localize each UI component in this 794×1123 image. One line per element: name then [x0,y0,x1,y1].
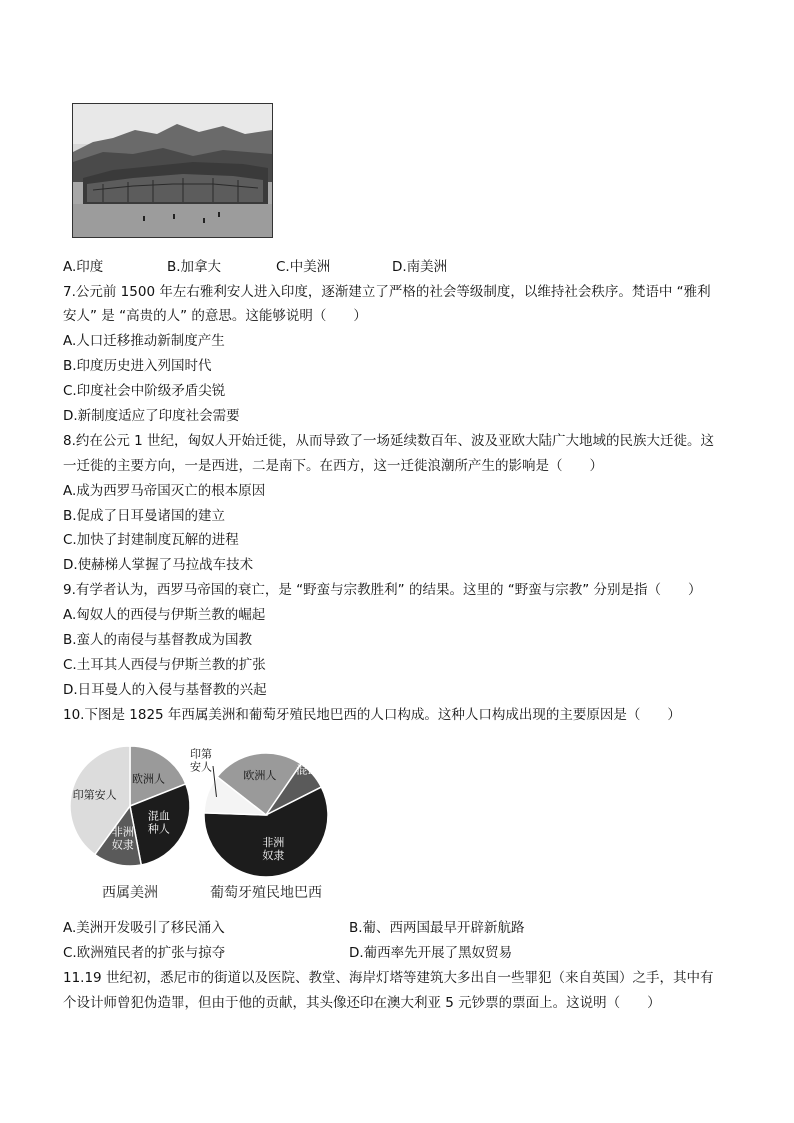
pie-slice-label: 混血种人 [296,763,341,777]
q10-option-c: C.欧洲殖民者的扩张与掠夺 [63,945,226,961]
pie-charts-svg [66,745,356,905]
pie-slice-label: 欧洲人 [132,772,166,786]
q9-option-d: D.日耳曼人的入侵与基督教的兴起 [63,682,267,698]
q10-option-b: B.葡、西两国最早开辟新航路 [349,920,525,936]
q8-option-b: B.促成了日耳曼诸国的建立 [63,508,226,524]
q10-stem-line1: 10.下图是 1825 年西属美洲和葡萄牙殖民地巴西的人口构成。这种人口构成出现的主要原因是（ ） [63,707,681,723]
q9-option-b: B.蛮人的南侵与基督教成为国教 [63,632,253,648]
q8-option-a: A.成为西罗马帝国灭亡的根本原因 [63,483,266,499]
population-pie-charts [66,745,356,905]
pie-slice-label: 非洲奴隶 [111,825,134,852]
q9-stem-line1: 9.有学者认为，西罗马帝国的衰亡，是 “野蛮与宗教胜利” 的结果。这里的 “野蛮与宗教” 分别是指（ ） [63,582,702,598]
q11-stem-line1: 11.19 世纪初，悉尼市的街道以及医院、教堂、海岸灯塔等建筑大多出自一些罪犯（来自英国）之手，其中有 [63,970,714,986]
q7-stem-line1: 7.公元前 1500 年左右雅利安人进入印度，逐渐建立了严格的社会等级制度，以维持社会秩序。梵语中 “雅利 [63,284,711,300]
q8-stem-line2: 一迁徙的主要方向，一是西进，二是南下。在西方，这一迁徙浪潮所产生的影响是（ ） [63,458,603,474]
q8-option-d: D.使赫梯人掌握了马拉战车技术 [63,557,254,573]
q7-option-a: A.人口迁移推动新制度产生 [63,333,225,349]
pie-title: 西属美洲 [102,885,158,901]
stone-fortress-photo [72,103,273,238]
pie-slice-label: 非洲奴隶 [262,835,285,862]
q10-option-d: D.葡西率先开展了黑奴贸易 [349,945,513,961]
photo-drawing [73,104,272,237]
pie-title: 葡萄牙殖民地巴西 [210,885,322,901]
q10-option-a: A.美洲开发吸引了移民涌入 [63,920,225,936]
q6-option-d: D.南美洲 [392,259,448,275]
q6-option-c: C.中美洲 [276,259,331,275]
q9-option-a: A.匈奴人的西侵与伊斯兰教的崛起 [63,607,266,623]
q7-option-b: B.印度历史进入列国时代 [63,358,212,374]
pie-slice-label: 印第安人 [72,788,117,802]
pie-slice-label: 欧洲人 [243,769,277,783]
q8-stem-line1: 8.约在公元 1 世纪，匈奴人开始迁徙，从而导致了一场延续数百年、波及亚欧大陆广大地域的民族大迁徙。这 [63,433,715,449]
q6-option-a: A.印度 [63,259,104,275]
q9-option-c: C.土耳其人西侵与伊斯兰教的扩张 [63,657,266,673]
q8-option-c: C.加快了封建制度瓦解的进程 [63,532,239,548]
q7-stem-line2: 安人” 是 “高贵的人” 的意思。这能够说明（ ） [63,308,367,324]
q6-option-b: B.加拿大 [167,259,222,275]
q11-stem-line2: 个设计师曾犯伪造罪，但由于他的贡献，其头像还印在澳大利亚 5 元钞票的票面上。这说明（ ） [63,995,661,1011]
q7-option-d: D.新制度适应了印度社会需要 [63,408,240,424]
pie-slice-label: 混血种人 [147,809,170,836]
pie-slice-label: 印第安人 [190,747,212,774]
q7-option-c: C.印度社会中阶级矛盾尖锐 [63,383,226,399]
